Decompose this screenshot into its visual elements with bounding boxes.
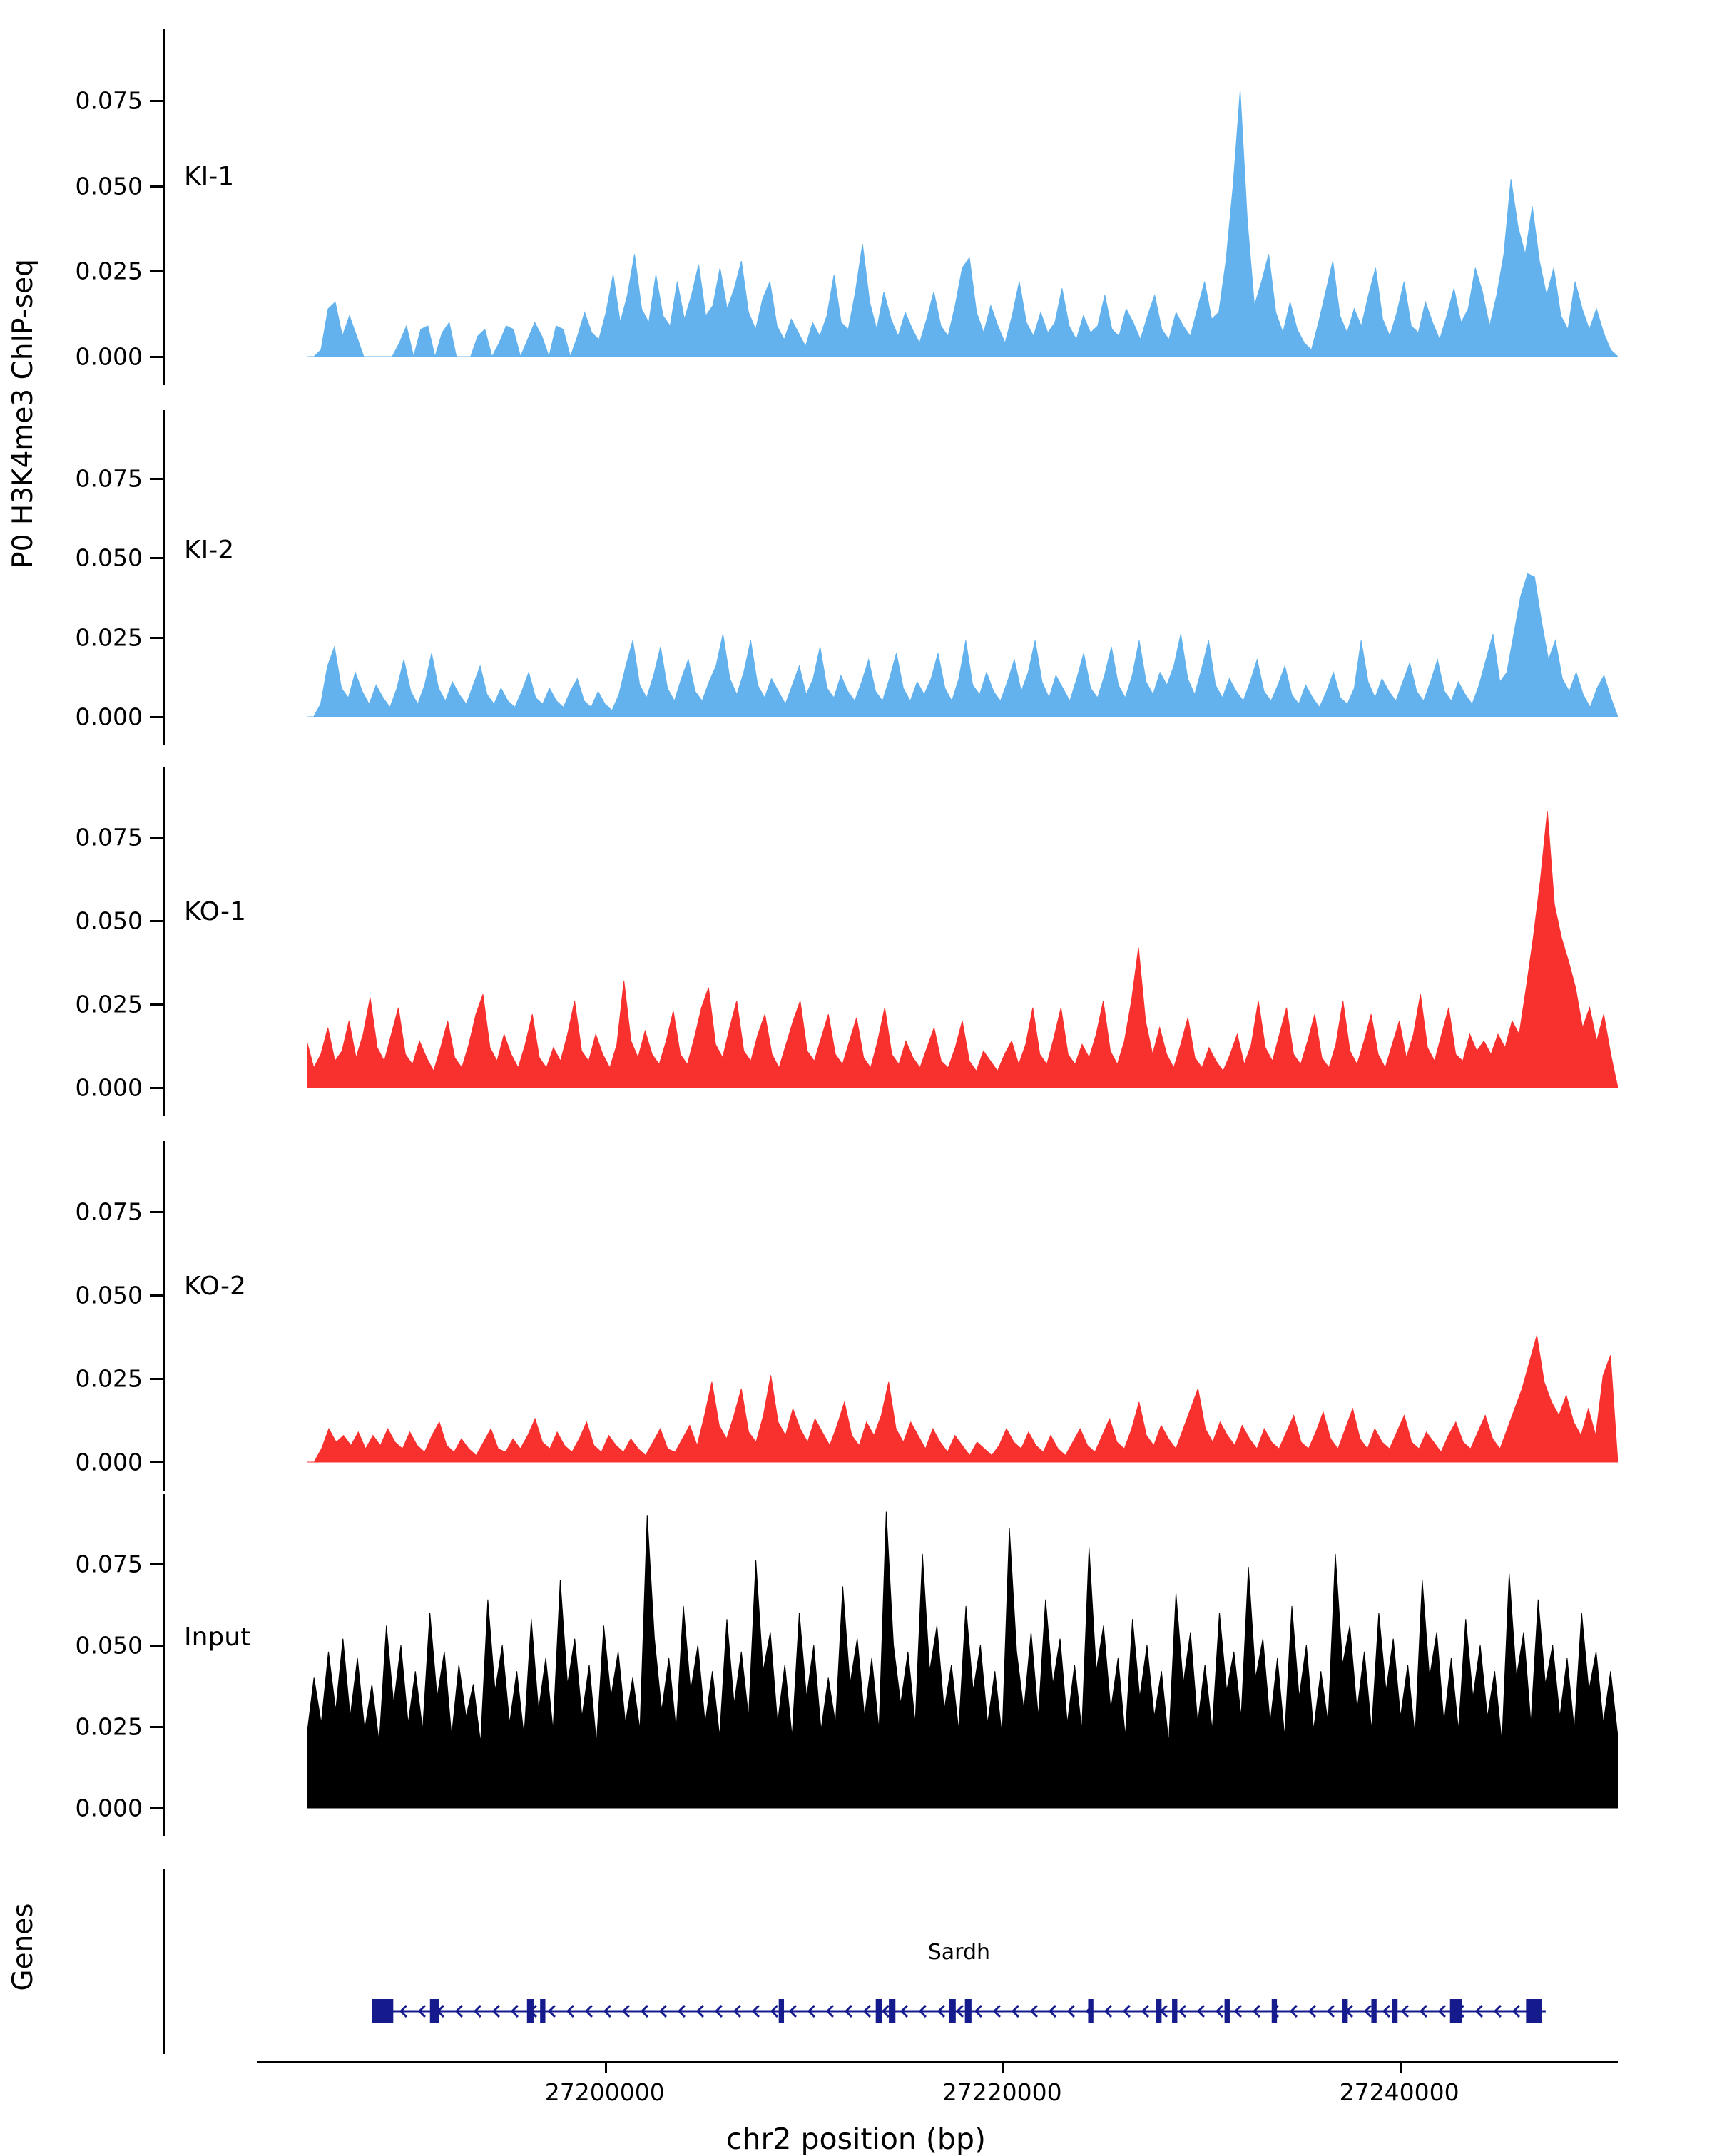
x-tick-label: 27200000 xyxy=(544,2078,665,2106)
track-signal-ko-2 xyxy=(307,1141,1618,1491)
track-label-input: Input xyxy=(184,1622,251,1652)
y-tick-mark xyxy=(150,1087,163,1089)
track-signal-ki-1 xyxy=(307,29,1618,385)
y-tick-label: 0.075 xyxy=(75,1197,143,1226)
y-tick-mark xyxy=(150,1645,163,1647)
gene-track-panel xyxy=(0,1869,1712,2054)
genes-axis-title: Genes xyxy=(7,1903,39,1991)
y-tick-label: 0.075 xyxy=(75,823,143,852)
y-tick-label: 0.000 xyxy=(75,342,143,371)
y-tick-label: 0.025 xyxy=(75,1364,143,1393)
y-tick-mark xyxy=(150,557,163,559)
panel-y-axis-line xyxy=(163,767,165,1116)
track-signal-ki-2 xyxy=(307,410,1618,745)
y-tick-mark xyxy=(150,1563,163,1565)
gene-name-label: Sardh xyxy=(927,1940,991,1965)
x-tick-mark xyxy=(1002,2061,1004,2073)
y-tick-label: 0.050 xyxy=(75,172,143,200)
y-tick-mark xyxy=(150,1294,163,1297)
x-axis-line xyxy=(257,2061,1618,2063)
y-tick-mark xyxy=(150,1211,163,1213)
y-tick-mark xyxy=(150,270,163,272)
panel-y-axis-line xyxy=(163,29,165,385)
y-tick-mark xyxy=(150,1726,163,1728)
track-signal-input xyxy=(307,1494,1618,1836)
y-tick-mark xyxy=(150,637,163,639)
y-tick-mark xyxy=(150,1807,163,1809)
y-tick-mark xyxy=(150,1461,163,1463)
track-panel-ki-1 xyxy=(0,29,1712,385)
track-label-ko-2: KO-2 xyxy=(184,1272,246,1302)
y-tick-label: 0.075 xyxy=(75,1550,143,1578)
track-signal-ko-1 xyxy=(307,767,1618,1116)
y-tick-mark xyxy=(150,716,163,718)
y-tick-mark xyxy=(150,478,163,480)
track-panel-ki-2 xyxy=(0,410,1712,745)
y-tick-mark xyxy=(150,920,163,922)
y-tick-mark xyxy=(150,1378,163,1380)
y-tick-mark xyxy=(150,185,163,188)
x-tick-mark xyxy=(605,2061,607,2073)
y-tick-mark xyxy=(150,837,163,839)
x-tick-label: 27220000 xyxy=(942,2078,1062,2106)
track-panel-ko-2 xyxy=(0,1141,1712,1491)
track-panel-ko-1 xyxy=(0,767,1712,1116)
x-tick-mark xyxy=(1400,2061,1402,2073)
y-tick-label: 0.025 xyxy=(75,623,143,652)
y-tick-label: 0.050 xyxy=(75,1631,143,1660)
track-label-ko-1: KO-1 xyxy=(184,897,246,927)
y-tick-label: 0.025 xyxy=(75,990,143,1018)
y-tick-label: 0.075 xyxy=(75,464,143,493)
panel-y-axis-line xyxy=(163,1141,165,1491)
y-tick-label: 0.000 xyxy=(75,703,143,731)
y-tick-label: 0.075 xyxy=(75,86,143,115)
panel-y-axis-line xyxy=(163,410,165,745)
y-tick-mark xyxy=(150,100,163,102)
y-tick-label: 0.050 xyxy=(75,543,143,572)
track-label-ki-1: KI-1 xyxy=(184,162,235,192)
y-tick-label: 0.050 xyxy=(75,906,143,935)
panel-y-axis-line xyxy=(163,1494,165,1836)
y-axis-title: P0 H3K4me3 ChIP-seq xyxy=(7,259,39,568)
y-tick-label: 0.000 xyxy=(75,1794,143,1822)
y-tick-label: 0.000 xyxy=(75,1073,143,1102)
track-label-ki-2: KI-2 xyxy=(184,535,235,565)
y-tick-label: 0.025 xyxy=(75,257,143,285)
y-tick-label: 0.000 xyxy=(75,1448,143,1476)
track-panel-input xyxy=(0,1494,1712,1836)
y-tick-label: 0.025 xyxy=(75,1712,143,1741)
y-tick-label: 0.050 xyxy=(75,1281,143,1309)
y-tick-mark xyxy=(150,1003,163,1006)
gene-model xyxy=(0,1869,1712,2054)
y-tick-mark xyxy=(150,356,163,358)
x-tick-label: 27240000 xyxy=(1339,2078,1459,2106)
x-axis-title: chr2 position (bp) xyxy=(726,2122,986,2156)
